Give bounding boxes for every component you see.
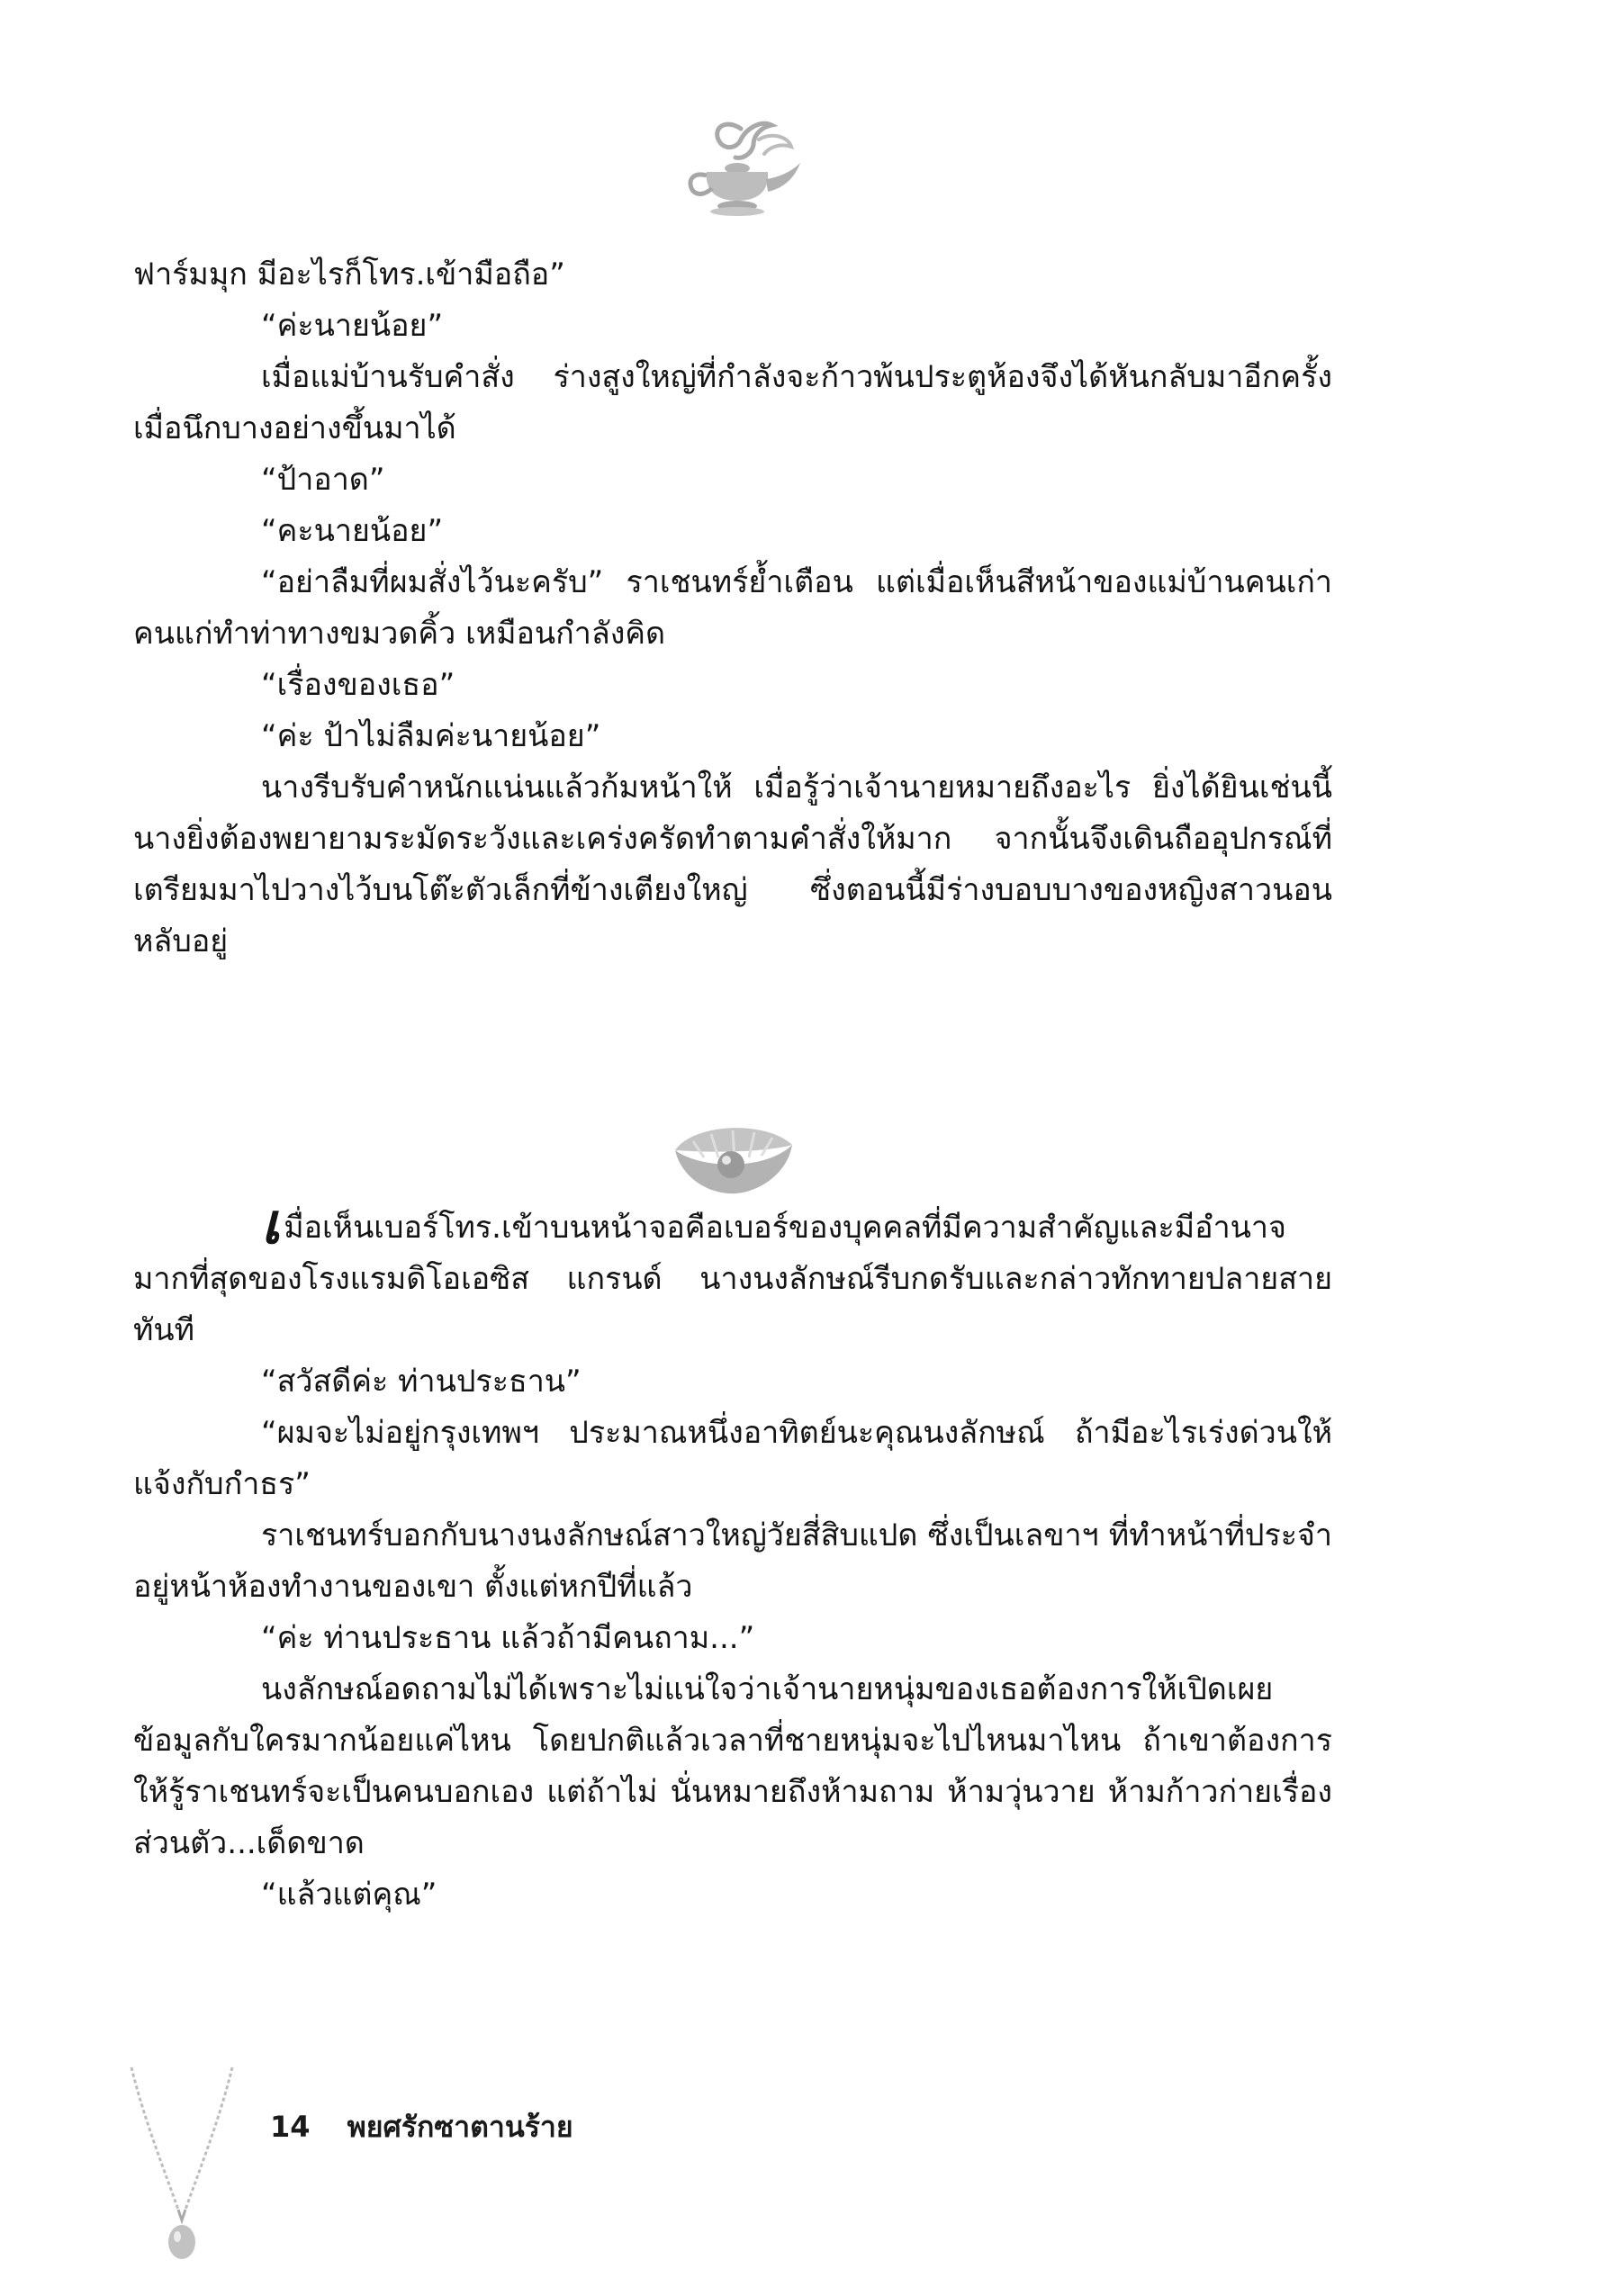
paragraph-text: มื่อเห็นเบอร์โทร.เข้าบนหน้าจอคือเบอร์ของบุคคลที่มีความสำคัญและมีอำนาจมากที่สุดของโรงแรมดิโอเอซิส แกรนด์ นางนงลักษณ์รีบกดรับและกล่าวทักทายปลายสายทันที	[133, 1210, 1332, 1348]
page-number: 14	[270, 2110, 311, 2144]
book-title: พยศรักซาตานร้าย	[347, 2110, 573, 2144]
page-footer	[270, 2104, 573, 2150]
text-section-1	[133, 249, 1332, 968]
paragraph: “ผมจะไม่อยู่กรุงเทพฯ ประมาณหนึ่งอาทิตย์นะคุณนงลักษณ์ ถ้ามีอะไรเร่งด่วนให้แจ้งกับกำธร”	[133, 1415, 1332, 1502]
paragraph: “คะนายน้อย”	[261, 513, 444, 549]
paragraph: ฟาร์มมุก มีอะไรก็โทร.เข้ามือถือ”	[133, 257, 565, 293]
paragraph: “ป้าอาด”	[261, 462, 385, 498]
paragraph: ราเชนทร์บอกกับนางนงลักษณ์สาวใหญ่วัยสี่สิบแปด ซึ่งเป็นเลขาฯ ที่ทำหน้าที่ประจำอยู่หน้าห้องทำงานของเขา ตั้งแต่หกปีที่แล้ว	[133, 1517, 1332, 1605]
paragraph	[133, 1191, 1332, 1356]
magic-lamp-icon	[671, 113, 806, 225]
drop-cap: เ	[261, 1191, 281, 1256]
text-section-2	[133, 1191, 1332, 1921]
paragraph: “เรื่องของเธอ”	[261, 667, 455, 703]
paragraph: “ค่ะนายน้อย”	[261, 308, 444, 344]
paragraph: “ค่ะ ป้าไม่ลืมค่ะนายน้อย”	[261, 718, 601, 754]
paragraph: “ค่ะ ท่านประธาน แล้วถ้ามีคนถาม...”	[261, 1620, 755, 1656]
paragraph: “อย่าลืมที่ผมสั่งไว้นะครับ” ราเชนทร์ย้ำเตือน แต่เมื่อเห็นสีหน้าของแม่บ้านคนเก่าคนแก่ทำท่าทางขมวดคิ้ว เหมือนกำลังคิด	[133, 564, 1332, 652]
paragraph: นงลักษณ์อดถามไม่ได้เพราะไม่แน่ใจว่าเจ้านายหนุ่มของเธอต้องการให้เปิดเผยข้อมูลกับใครมากน้อยแค่ไหน โดยปกติแล้วเวลาที่ชายหนุ่มจะไปไหนมาไหน ถ้าเขาต้องการให้รู้ราเชนทร์จะเป็นคนบอกเอง แต่ถ้าไม่ นั่นหมายถึงห้ามถาม ห้ามวุ่นวาย ห้ามก้าวก่ายเรื่องส่วนตัว...เด็ดขาด	[133, 1671, 1332, 1861]
pearl-oyster-icon	[666, 1114, 801, 1204]
paragraph: นางรีบรับคำหนักแน่นแล้วก้มหน้าให้ เมื่อรู้ว่าเจ้านายหมายถึงอะไร ยิ่งได้ยินเช่นนี้นางยิ่งต้องพยายามระมัดระวังและเคร่งครัดทำตามคำสั่งให้มาก จากนั้นจึงเดินถืออุปกรณ์ที่เตรียมมาไปวางไว้บนโต๊ะตัวเล็กที่ข้างเตียงใหญ่ ซึ่งตอนนี้มีร่างบอบบางของหญิงสาวนอนหลับอยู่	[133, 770, 1332, 959]
paragraph: “แล้วแต่คุณ”	[261, 1877, 437, 1913]
paragraph: “สวัสดีค่ะ ท่านประธาน”	[261, 1364, 582, 1400]
pearl-necklace-icon	[126, 2066, 239, 2273]
paragraph: เมื่อแม่บ้านรับคำสั่ง ร่างสูงใหญ่ที่กำลังจะก้าวพ้นประตูห้องจึงได้หันกลับมาอีกครั้งเมื่อนึกบางอย่างขึ้นมาได้	[133, 359, 1332, 446]
